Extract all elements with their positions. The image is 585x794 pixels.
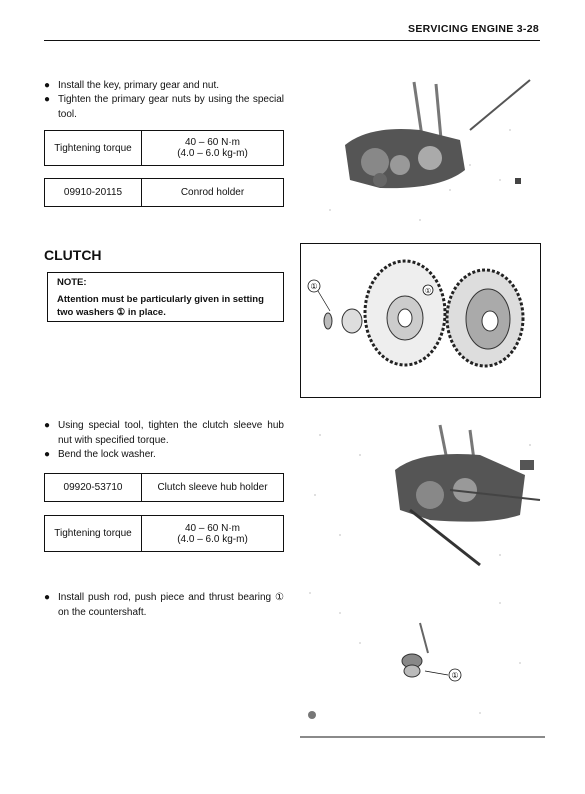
bullet-text: Install push rod, push piece and thrust bearing ① on the countershaft.	[58, 592, 284, 618]
bullet-tighten-primary	[44, 93, 284, 122]
torque-value	[142, 516, 284, 552]
torque-kgm: (4.0 – 6.0 kg-m)	[177, 533, 248, 545]
page-header-title: SERVICING ENGINE 3-28	[408, 23, 539, 35]
bullet-text: Using special tool, tighten the clutch sleeve hub nut with specified torque.	[58, 420, 284, 446]
tool-name: Conrod holder	[142, 179, 284, 207]
bullet-dot: ●	[44, 449, 51, 460]
tool-name: Clutch sleeve hub holder	[142, 474, 284, 502]
tool-part-number: 09920-53710	[45, 474, 142, 502]
bullet-text: Tighten the primary gear nuts by using the special tool.	[58, 94, 284, 120]
callout-1-label: ①	[310, 282, 318, 291]
push-rod-photo	[300, 583, 545, 743]
note-title: NOTE:	[57, 277, 87, 288]
clutch-hub-holder-photo	[300, 415, 545, 575]
torque-nm: 40 – 60 N·m	[184, 137, 241, 148]
bullet-lock-washer	[44, 448, 284, 463]
note-body: Attention must be particularly given in setting two washers ① in place.	[57, 294, 264, 318]
tool-part-number: 09910-20115	[45, 179, 142, 207]
section-heading-clutch: CLUTCH	[44, 247, 102, 263]
bullet-dot: ●	[44, 80, 51, 91]
bullet-dot: ●	[44, 420, 51, 431]
primary-torque-table	[44, 130, 284, 166]
torque-nm: 40 – 60 N·m	[184, 522, 241, 534]
torque-kgm: (4.0 – 6.0 kg-m)	[177, 148, 248, 159]
clutch-note-box	[47, 272, 284, 322]
bullet-install-key	[44, 79, 284, 94]
primary-tool-table	[44, 178, 284, 207]
clutch-exploded-photo	[300, 243, 541, 398]
bullet-push-rod	[44, 591, 284, 620]
torque-value	[142, 131, 284, 166]
clutch-torque-table	[44, 515, 284, 552]
bullet-special-tool	[44, 419, 284, 448]
clutch-tool-table	[44, 473, 284, 502]
bullet-dot: ●	[44, 592, 51, 603]
bullet-text: Bend the lock washer.	[58, 449, 156, 460]
torque-label: Tightening torque	[45, 516, 142, 552]
bullet-text: Install the key, primary gear and nut.	[58, 80, 220, 91]
primary-gear-photo	[300, 70, 545, 230]
callout-1-label-2: ①	[424, 288, 432, 295]
callout-1-label-3: ①	[451, 671, 459, 680]
header-rule	[44, 40, 540, 41]
torque-label: Tightening torque	[45, 131, 142, 166]
bullet-dot: ●	[44, 94, 51, 105]
